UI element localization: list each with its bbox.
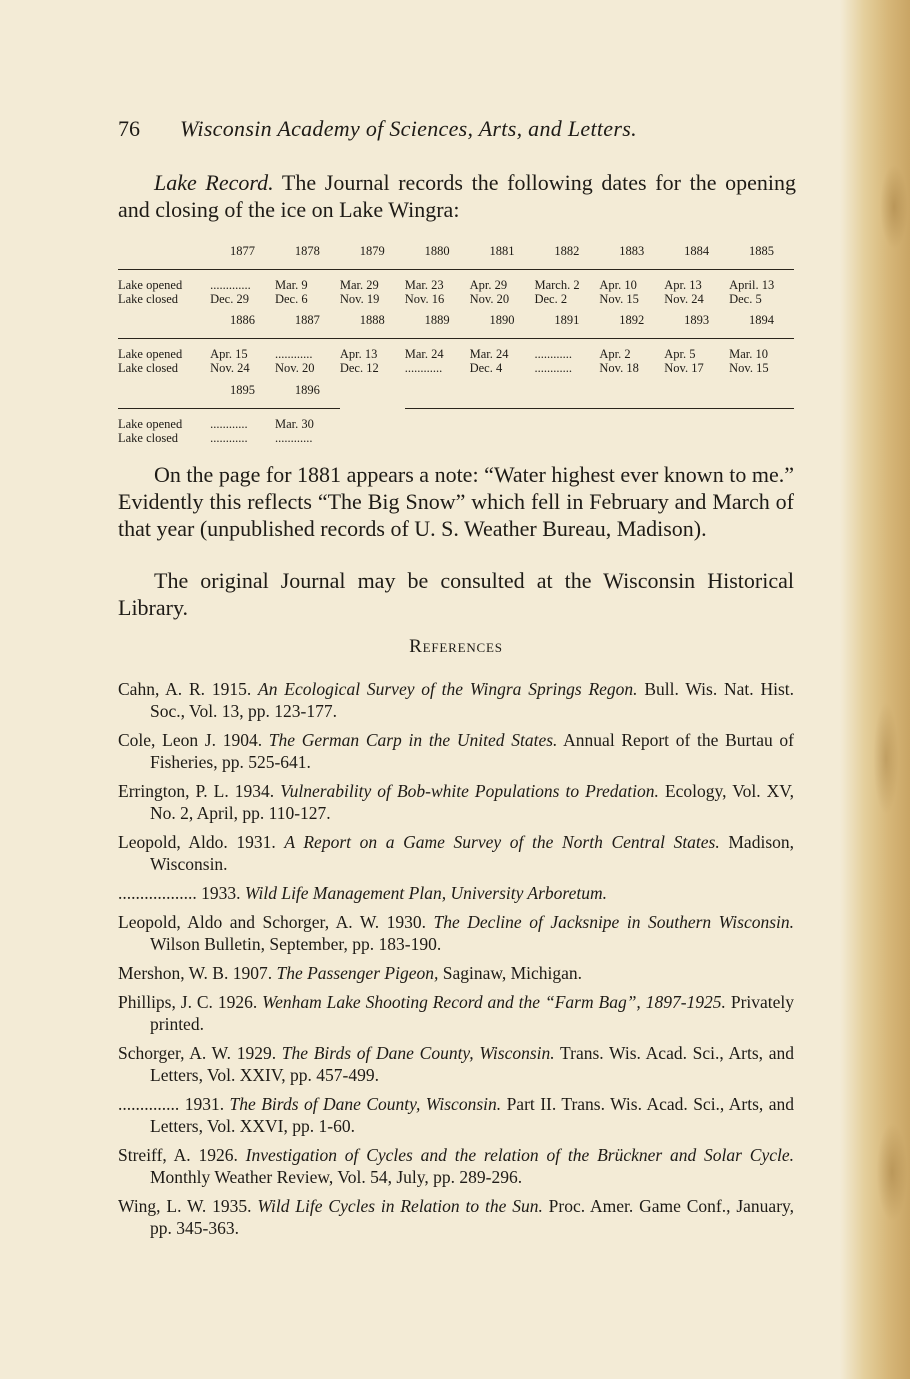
reference-author: Schorger, A. W. xyxy=(118,1043,231,1063)
date-cell: Dec. 5 xyxy=(729,292,762,306)
reference-title: The German Carp in the United States. xyxy=(268,730,558,750)
reference-title: Wenham Lake Shooting Record and the “Farm Bag”, 1897-1925. xyxy=(262,992,726,1012)
date-cell: ............ xyxy=(275,339,340,362)
reference-title: Wild Life Management Plan, University Arboretum. xyxy=(244,883,607,903)
date-cell: April. 13 xyxy=(729,270,794,293)
date-cell: ............ xyxy=(534,361,572,375)
lake-opened-row xyxy=(118,270,794,293)
reference-title: An Ecological Survey of the Wingra Springs Regon. xyxy=(258,679,638,699)
year-cell: 1885 xyxy=(749,244,775,258)
page-number: 76 xyxy=(118,116,140,141)
reference-year: 1930. xyxy=(386,912,426,932)
reference-author: Errington, P. L. xyxy=(118,781,229,801)
reference-source: Proc. Amer. Game Conf., January, pp. 345-363. xyxy=(150,1196,795,1238)
reference-source: Privately printed. xyxy=(150,992,795,1034)
date-cell: Nov. 17 xyxy=(664,361,704,375)
date-cell: ............ xyxy=(274,431,313,445)
references-list xyxy=(118,678,794,1246)
ice-table-block-2 xyxy=(118,313,794,375)
reference-source: Trans. Wis. Acad. Sci., Arts, and Letters, Vol. XXIV, pp. 457-499. xyxy=(150,1043,795,1085)
reference-source: Part II. Trans. Wis. Acad. Sci., Arts, and Letters, Vol. XXVI, pp. 1-60. xyxy=(150,1094,795,1136)
reference-title: A Report on a Game Survey of the North Central States. xyxy=(284,832,720,852)
reference-year: 1926. xyxy=(217,992,258,1012)
year-cell: 1888 xyxy=(359,313,385,327)
reference-year: 1933. xyxy=(201,883,241,903)
year-cell: 1882 xyxy=(554,244,580,258)
date-cell: ............ xyxy=(210,409,275,432)
reference-author: Mershon, W. B. xyxy=(118,963,229,983)
date-cell: Apr. 5 xyxy=(664,339,729,362)
reference-author: .................. xyxy=(118,883,197,903)
date-cell: Nov. 24 xyxy=(210,361,250,375)
lake-opened-row xyxy=(118,339,794,362)
running-title: Wisconsin Academy of Sciences, Arts, and Letters. xyxy=(180,116,637,141)
year-cell: 1889 xyxy=(424,313,450,327)
year-header-row xyxy=(118,383,794,409)
year-cell: 1890 xyxy=(489,313,515,327)
date-cell: ............ xyxy=(404,361,443,375)
date-cell: Nov. 19 xyxy=(339,292,380,306)
ice-table-block-1 xyxy=(118,244,794,306)
reference-source: Saginaw, Michigan. xyxy=(438,963,583,983)
reference-year: 1915. xyxy=(211,679,252,699)
reference-author: Leopold, Aldo and Schorger, A. W. xyxy=(118,912,380,932)
reference-year: 1926. xyxy=(198,1145,238,1165)
row-label: Lake closed xyxy=(118,292,179,306)
date-cell: Mar. 9 xyxy=(275,270,340,293)
reference-source: Bull. Wis. Nat. Hist. Soc., Vol. 13, pp. 123-177. xyxy=(150,679,795,721)
reference-source: Ecology, Vol. XV, No. 2, April, pp. 110-127. xyxy=(150,781,795,823)
lake-opened-row xyxy=(118,409,794,432)
reference-author: Streiff, A. xyxy=(118,1145,191,1165)
reference-year: 1931. xyxy=(236,832,276,852)
date-cell: Apr. 13 xyxy=(340,339,405,362)
year-cell: 1887 xyxy=(294,313,320,327)
reference-source: Monthly Weather Review, Vol. 54, July, pp. 289-296. xyxy=(150,1167,523,1187)
reference-year: 1934. xyxy=(234,781,275,801)
lake-closed-row xyxy=(118,292,794,306)
reference-title: The Passenger Pigeon, xyxy=(276,963,439,983)
intro-lead: Lake Record. xyxy=(154,170,274,195)
reference-title: The Birds of Dane County, Wisconsin. xyxy=(229,1094,502,1114)
intro-text: The Journal records the following dates for the opening and closing of the ice on Lake Wingra: xyxy=(118,170,796,222)
date-cell: Apr. 2 xyxy=(599,339,664,362)
reference-author: Wing, L. W. xyxy=(118,1196,207,1216)
year-cell: 1896 xyxy=(294,383,320,397)
date-cell: Nov. 15 xyxy=(599,292,639,306)
year-cell: 1893 xyxy=(684,313,710,327)
date-cell: Mar. 10 xyxy=(729,339,794,362)
reference-author: Cahn, A. R. xyxy=(118,679,206,699)
lake-closed-row xyxy=(118,361,794,375)
reference-item xyxy=(118,678,794,722)
date-cell: Dec. 12 xyxy=(339,361,379,375)
reference-author: Leopold, Aldo. xyxy=(118,832,228,852)
date-cell: Mar. 23 xyxy=(405,270,470,293)
reference-item xyxy=(118,1195,794,1239)
date-cell: Nov. 16 xyxy=(404,292,445,306)
year-header-row xyxy=(118,244,794,270)
year-cell: 1891 xyxy=(554,313,580,327)
reference-item xyxy=(118,831,794,875)
date-cell: March. 2 xyxy=(534,270,599,293)
reference-title: Investigation of Cycles and the relation of the Brückner and Solar Cycle. xyxy=(245,1145,794,1165)
date-cell: Apr. 10 xyxy=(599,270,664,293)
year-cell: 1883 xyxy=(619,244,645,258)
year-header-row xyxy=(118,313,794,339)
year-cell: 1878 xyxy=(294,244,320,258)
date-cell: ............ xyxy=(534,339,599,362)
reference-item xyxy=(118,780,794,824)
reference-source: Madison, Wisconsin. xyxy=(150,832,794,874)
reference-year: 1929. xyxy=(236,1043,277,1063)
reference-item xyxy=(118,882,794,904)
row-label: Lake closed xyxy=(118,431,179,445)
row-label: Lake closed xyxy=(118,361,179,375)
reference-author: Phillips, J. C. xyxy=(118,992,213,1012)
reference-author: .............. xyxy=(118,1094,180,1114)
reference-year: 1935. xyxy=(212,1196,252,1216)
date-cell: Dec. 29 xyxy=(210,292,249,306)
year-cell: 1894 xyxy=(749,313,775,327)
reference-title: The Birds of Dane County, Wisconsin. xyxy=(281,1043,555,1063)
reference-year: 1907. xyxy=(232,963,273,983)
row-label: Lake opened xyxy=(118,339,210,362)
date-cell: Nov. 18 xyxy=(599,361,639,375)
date-cell: Dec. 6 xyxy=(274,292,308,306)
reference-title: Wild Life Cycles in Relation to the Sun. xyxy=(257,1196,543,1216)
date-cell: Apr. 15 xyxy=(210,339,275,362)
reference-item xyxy=(118,1093,794,1137)
reference-item xyxy=(118,1144,794,1188)
reference-item xyxy=(118,991,794,1035)
reference-title: Vulnerability of Bob-white Populations to Predation. xyxy=(280,781,659,801)
date-cell: Dec. 2 xyxy=(534,292,568,306)
reference-item xyxy=(118,1042,794,1086)
row-label: Lake opened xyxy=(118,409,210,432)
year-cell: 1884 xyxy=(684,244,710,258)
date-cell: Apr. 29 xyxy=(470,270,535,293)
reference-title: The Decline of Jacksnipe in Southern Wisconsin. xyxy=(433,912,795,932)
date-cell: Nov. 15 xyxy=(729,361,769,375)
date-cell: ............ xyxy=(210,431,248,445)
year-cell: 1881 xyxy=(489,244,515,258)
year-cell: 1877 xyxy=(230,244,256,258)
year-cell: 1895 xyxy=(230,383,256,397)
date-cell: Mar. 29 xyxy=(340,270,405,293)
lake-closed-row xyxy=(118,431,794,445)
date-cell: ............. xyxy=(210,270,275,293)
reference-year: 1904. xyxy=(222,730,263,750)
date-cell: Nov. 24 xyxy=(664,292,704,306)
journal-paragraph: The original Journal may be consulted at the Wisconsin Historical Library. xyxy=(118,568,794,620)
reference-source: Annual Report of the Burtau of Fisheries, pp. 525-641. xyxy=(150,730,795,772)
reference-year: 1931. xyxy=(184,1094,225,1114)
reference-item xyxy=(118,729,794,773)
running-header xyxy=(118,116,738,142)
page-edge-spots xyxy=(870,0,910,1379)
date-cell: Mar. 24 xyxy=(470,339,535,362)
reference-source: Wilson Bulletin, September, pp. 183-190. xyxy=(150,934,442,954)
reference-item xyxy=(118,962,794,984)
year-cell: 1886 xyxy=(230,313,256,327)
intro-paragraph xyxy=(118,169,796,223)
date-cell: Mar. 30 xyxy=(275,409,340,432)
references-heading: References xyxy=(409,636,503,657)
date-cell: Nov. 20 xyxy=(469,292,510,306)
row-label: Lake opened xyxy=(118,270,210,293)
year-cell: 1879 xyxy=(359,244,385,258)
year-cell: 1880 xyxy=(424,244,450,258)
date-cell: Apr. 13 xyxy=(664,270,729,293)
reference-item xyxy=(118,911,794,955)
reference-author: Cole, Leon J. xyxy=(118,730,216,750)
year-cell: 1892 xyxy=(619,313,645,327)
ice-table-block-3 xyxy=(118,383,794,445)
date-cell: Nov. 20 xyxy=(274,361,315,375)
note-paragraph: On the page for 1881 appears a note: “Water highest ever known to me.” Evidently this reflects “The Big Snow” which fell in February and March of that year (unpublished records of U. S. Weather Bureau, Madison). xyxy=(118,462,794,541)
date-cell: Dec. 4 xyxy=(469,361,503,375)
date-cell: Mar. 24 xyxy=(405,339,470,362)
